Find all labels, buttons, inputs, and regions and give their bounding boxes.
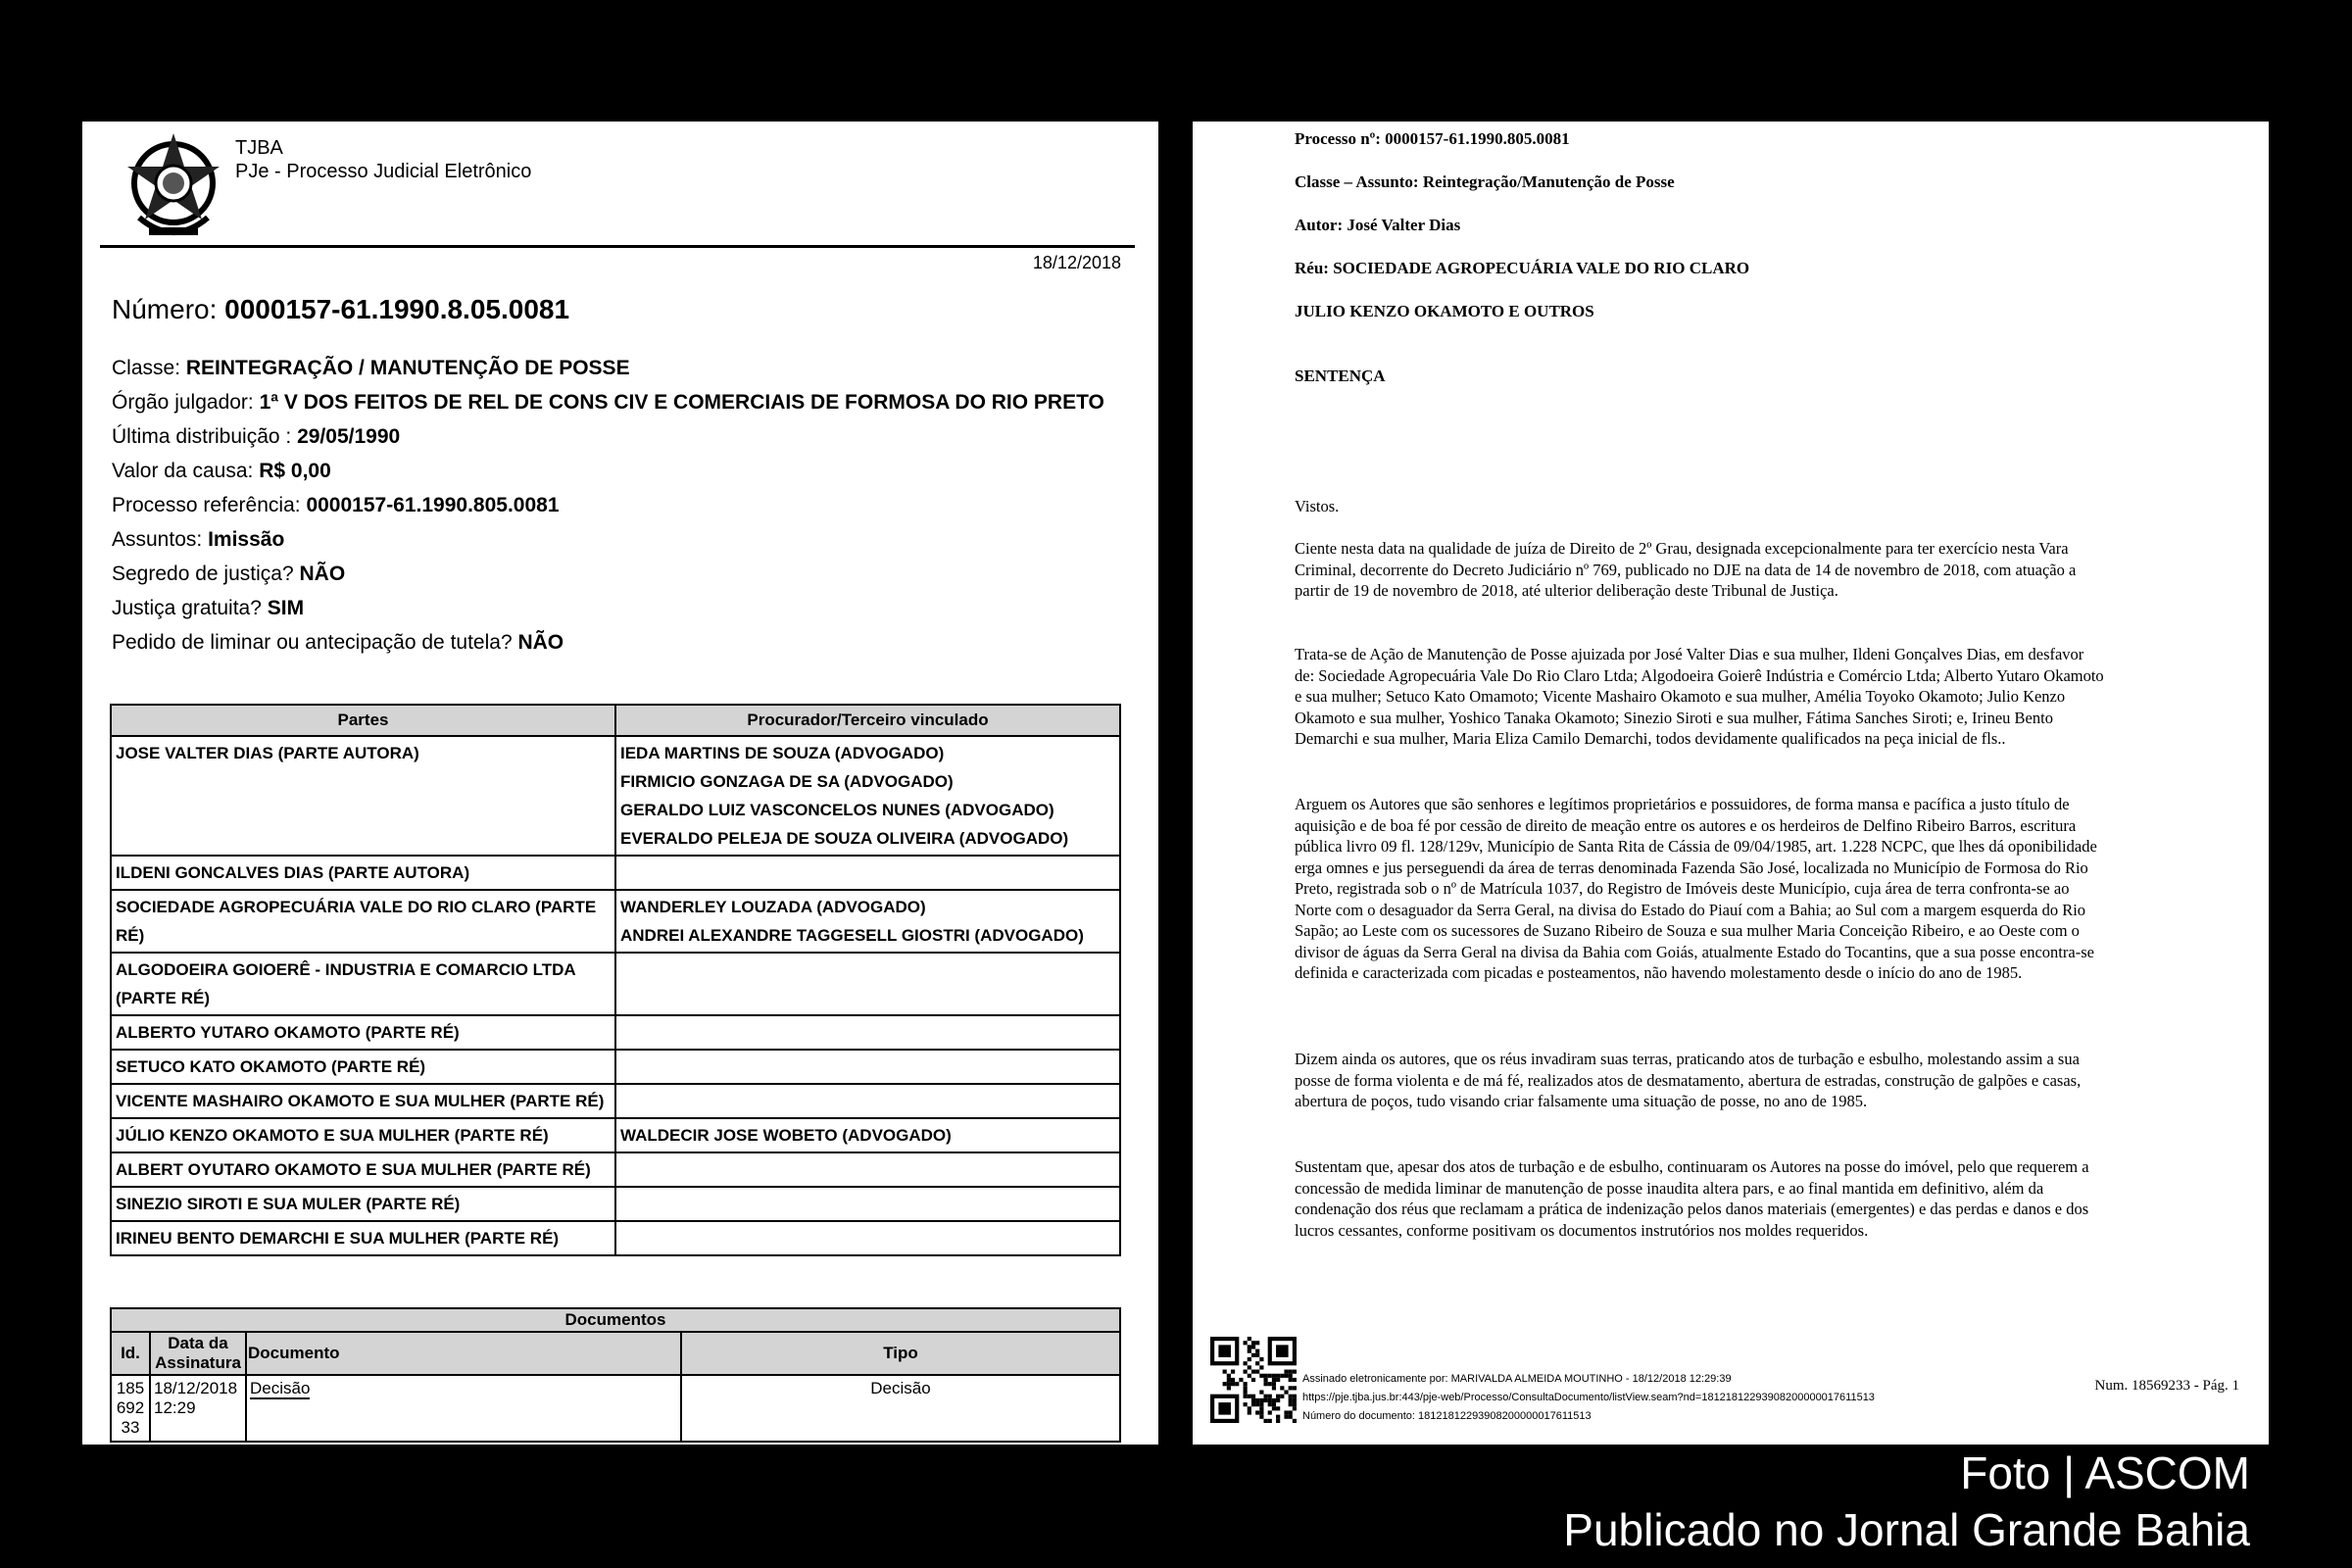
table-row [111, 953, 1120, 1015]
table-row [111, 1118, 1120, 1152]
field-row [112, 454, 1121, 488]
field-label: Última distribuição : [112, 425, 292, 448]
process-number-label: Número: [112, 294, 218, 324]
parte-cell: ALBERTO YUTARO OKAMOTO (PARTE RÉ) [111, 1015, 615, 1050]
table-row [111, 1221, 1120, 1255]
paragraph-3: Arguem os Autores que são senhores e legítimos proprietários e possuidores, de forma mansa e pacífica a justo título de aquisição e de boa fé por cessão de direito de meação entre os autores e os herdeiros de Delfino Ribeiro Barros, escritura pública livro 09 fl. 128/129v, Município de Santa Rita de Cássia de 09/04/1985, art. 1.228 NCPC, que lhes dá oponibilidade erga omnes e jus perseguendi da área de terras denominada Fazenda São José, localizada no Município de Formosa do Rio Preto, registrada sob o nº de Matrícula 1037, do Registro de Imóveis deste Município, cuja área de terra confronta-se ao Norte com o desaguador da Serra Geral, na divisa do Estado do Piauí com a Bahia; ao Sul com a margem esquerda do Rio Sapão; ao Leste com os sucessores de Suzano Ribeiro de Souza e sua mulher Maria Conceição Ribeiro, e ao Oeste com o divisor de águas da Serra Geral na divisa da Bahia com Goiás, atualmente Estado do Tocantins, que a sua posse encontra-se definida e caracterizada com picadas e posteamentos, não havendo molestamento desde o início do ano de 1985. [1295, 795, 2097, 982]
autor-line: Autor: José Valter Dias [1295, 216, 1461, 234]
paragraph-1: Ciente nesta data na qualidade de juíza de Direito de 2º Grau, designada excepcionalmente para ter exercício nesta Vara Criminal, decorrente do Decreto Judiciário nº 769, publicado no DJE na data de 14 de novembro de 2018, com atuação a partir de 19 de novembro de 2018, até ulterior deliberação deste Tribunal de Justiça. [1295, 539, 2077, 600]
process-number [112, 294, 569, 325]
documentos-title: Documentos [111, 1308, 1120, 1332]
sentenca-heading: SENTENÇA [1295, 367, 1386, 385]
procurador-cell [615, 1221, 1120, 1255]
partes-table [110, 704, 1121, 1256]
table-row [111, 736, 1120, 856]
doc-type: Decisão [681, 1375, 1120, 1442]
table-row [111, 1152, 1120, 1187]
field-value: SIM [267, 597, 305, 619]
paragraph-4: Dizem ainda os autores, que os réus invadiram suas terras, praticando atos de turbação e esbulho, molestando assim a sua posse de forma violenta e de má fé, realizados atos de desmatamento, abertura de estradas, construção de galpões e casas, abertura de poços, tudo visando criar falsamente uma situação de posse, no ano de 1985. [1295, 1050, 2082, 1110]
field-row [112, 625, 1121, 660]
parte-cell: VICENTE MASHAIRO OKAMOTO E SUA MULHER (PARTE RÉ) [111, 1084, 615, 1118]
id-header: Id. [111, 1332, 150, 1375]
reu-line: Réu: SOCIEDADE AGROPECUÁRIA VALE DO RIO CLARO [1295, 259, 1750, 277]
field-value: 29/05/1990 [297, 425, 401, 448]
system-name: PJe - Processo Judicial Eletrônico [235, 161, 532, 182]
vistos-text: Vistos. [1295, 497, 1340, 515]
procurador-cell: IEDA MARTINS DE SOUZA (ADVOGADO) FIRMICIO GONZAGA DE SA (ADVOGADO) GERALDO LUIZ VASCONCELOS NUNES (ADVOGADO) EVERALDO PELEJA DE SOUZA OLIVEIRA (ADVOGADO) [615, 736, 1120, 856]
process-fields [112, 351, 1121, 660]
document-url[interactable]: https://pje.tjba.jus.br:443/pje-web/Processo/ConsultaDocumento/listView.seam?nd=18121812293908200000017611513 [1302, 1392, 1875, 1403]
procurador-cell: WALDECIR JOSE WOBETO (ADVOGADO) [615, 1118, 1120, 1152]
field-value: 1ª V DOS FEITOS DE REL DE CONS CIV E COMERCIAIS DE FORMOSA DO RIO PRETO [259, 391, 1104, 414]
field-label: Classe: [112, 357, 181, 379]
parte-cell: ALBERT OYUTARO OKAMOTO E SUA MULHER (PARTE RÉ) [111, 1152, 615, 1187]
parte-cell: JÚLIO KENZO OKAMOTO E SUA MULHER (PARTE RÉ) [111, 1118, 615, 1152]
field-value: 0000157-61.1990.805.0081 [306, 494, 560, 516]
processo-line: Processo nº: 0000157-61.1990.805.0081 [1295, 129, 1570, 148]
parte-cell: IRINEU BENTO DEMARCHI E SUA MULHER (PARTE RÉ) [111, 1221, 615, 1255]
classe-line: Classe – Assunto: Reintegração/Manutenção de Posse [1295, 172, 1675, 191]
parte-cell: ILDENI GONCALVES DIAS (PARTE AUTORA) [111, 856, 615, 890]
table-row [111, 1015, 1120, 1050]
field-label: Órgão julgador: [112, 391, 254, 414]
table-row [111, 1187, 1120, 1221]
table-row [111, 1084, 1120, 1118]
doc-date: 18/12/2018 12:29 [150, 1375, 246, 1442]
procurador-cell [615, 1015, 1120, 1050]
brazil-coat-of-arms-icon [120, 129, 227, 245]
procurador-header: Procurador/Terceiro vinculado [615, 705, 1120, 736]
procurador-cell [615, 1152, 1120, 1187]
parte-cell: SOCIEDADE AGROPECUÁRIA VALE DO RIO CLARO (PARTE RÉ) [111, 890, 615, 953]
partes-header: Partes [111, 705, 615, 736]
procurador-cell [615, 953, 1120, 1015]
field-label: Pedido de liminar ou antecipação de tutela? [112, 631, 513, 654]
parte-cell: SINEZIO SIROTI E SUA MULER (PARTE RÉ) [111, 1187, 615, 1221]
field-value: R$ 0,00 [259, 460, 331, 482]
procurador-cell [615, 1050, 1120, 1084]
publication-credit: Publicado no Jornal Grande Bahia [1563, 1504, 2250, 1555]
document-date: 18/12/2018 [1032, 253, 1121, 272]
field-label: Assuntos: [112, 528, 203, 551]
procurador-cell [615, 856, 1120, 890]
document-number: Número do documento: 18121812293908200000017611513 [1302, 1410, 1592, 1422]
documento-header: Documento [246, 1332, 681, 1375]
process-number-value: 0000157-61.1990.8.05.0081 [224, 294, 570, 324]
page-number: Num. 18569233 - Pág. 1 [2094, 1378, 2239, 1394]
data-assinatura-header: Data da Assinatura [150, 1332, 246, 1375]
field-label: Justiça gratuita? [112, 597, 262, 619]
signature-info: Assinado eletronicamente por: MARIVALDA ALMEIDA MOUTINHO - 18/12/2018 12:29:39 [1302, 1373, 1732, 1385]
table-row [111, 856, 1120, 890]
field-row [112, 351, 1121, 385]
doc-id: 18569233 [111, 1375, 150, 1442]
table-row [111, 890, 1120, 953]
court-name: TJBA [235, 137, 283, 159]
tipo-header: Tipo [681, 1332, 1120, 1375]
table-row [111, 1050, 1120, 1084]
documentos-table [110, 1307, 1121, 1443]
field-row [112, 522, 1121, 557]
field-label: Valor da causa: [112, 460, 254, 482]
photo-credit: Foto | ASCOM [1960, 1447, 2250, 1498]
field-row [112, 385, 1121, 419]
left-document-page [82, 122, 1158, 1445]
right-document-page [1193, 122, 2269, 1445]
procurador-cell: WANDERLEY LOUZADA (ADVOGADO) ANDREI ALEXANDRE TAGGESELL GIOSTRI (ADVOGADO) [615, 890, 1120, 953]
field-value: REINTEGRAÇÃO / MANUTENÇÃO DE POSSE [185, 357, 630, 379]
procurador-cell [615, 1187, 1120, 1221]
field-row [112, 419, 1121, 454]
parte-cell: SETUCO KATO OKAMOTO (PARTE RÉ) [111, 1050, 615, 1084]
field-value: NÃO [299, 563, 346, 585]
table-row [111, 1375, 1120, 1442]
field-label: Segredo de justiça? [112, 563, 294, 585]
field-value: NÃO [517, 631, 564, 654]
field-value: Imissão [208, 528, 285, 551]
parte-cell: ALGODOEIRA GOIOERÊ - INDUSTRIA E COMARCIO LTDA (PARTE RÉ) [111, 953, 615, 1015]
field-row [112, 557, 1121, 591]
field-label: Processo referência: [112, 494, 301, 516]
doc-link[interactable]: Decisão [250, 1379, 311, 1397]
procurador-cell [615, 1084, 1120, 1118]
field-row [112, 488, 1121, 522]
parte-cell: JOSE VALTER DIAS (PARTE AUTORA) [111, 736, 615, 856]
qr-code-icon [1210, 1337, 1297, 1423]
reu2-line: JULIO KENZO OKAMOTO E OUTROS [1295, 302, 1594, 320]
field-row [112, 591, 1121, 625]
header-divider [100, 245, 1135, 248]
paragraph-5: Sustentam que, apesar dos atos de turbação e de esbulho, continuaram os Autores na posse do imóvel, pelo que requerem a concessão de medida liminar de manutenção de posse inaudita altera pars, e ao final mantida em definitivo, além da condenação dos réus que reclamam a prática de indenização pelos danos materiais (emergentes) e das perdas e danos e dos lucros cessantes, conforme positivam os documentos instrutórios nos moldes requeridos. [1295, 1157, 2089, 1240]
paragraph-2: Trata-se de Ação de Manutenção de Posse ajuizada por José Valter Dias e sua mulher, Ildeni Gonçalves Dias, em desfavor de: Sociedade Agropecuária Vale Do Rio Claro Ltda; Algodoeira Goierê Indústria e Comércio Ltda; Alberto Yutaro Okamoto e sua mulher; Setuco Kato Omamoto; Vicente Mashairo Okamoto e sua mulher, Amélia Toyoko Okamoto; Julio Kenzo Okamoto e sua mulher, Yoshico Tanaka Okamoto; Sinezio Siroti e sua mulher, Fátima Sanches Siroti; e, Irineu Bento Demarchi e sua mulher, Maria Eliza Camilo Demarchi, todos devidamente qualificados na peça inicial de fls.. [1295, 645, 2104, 748]
